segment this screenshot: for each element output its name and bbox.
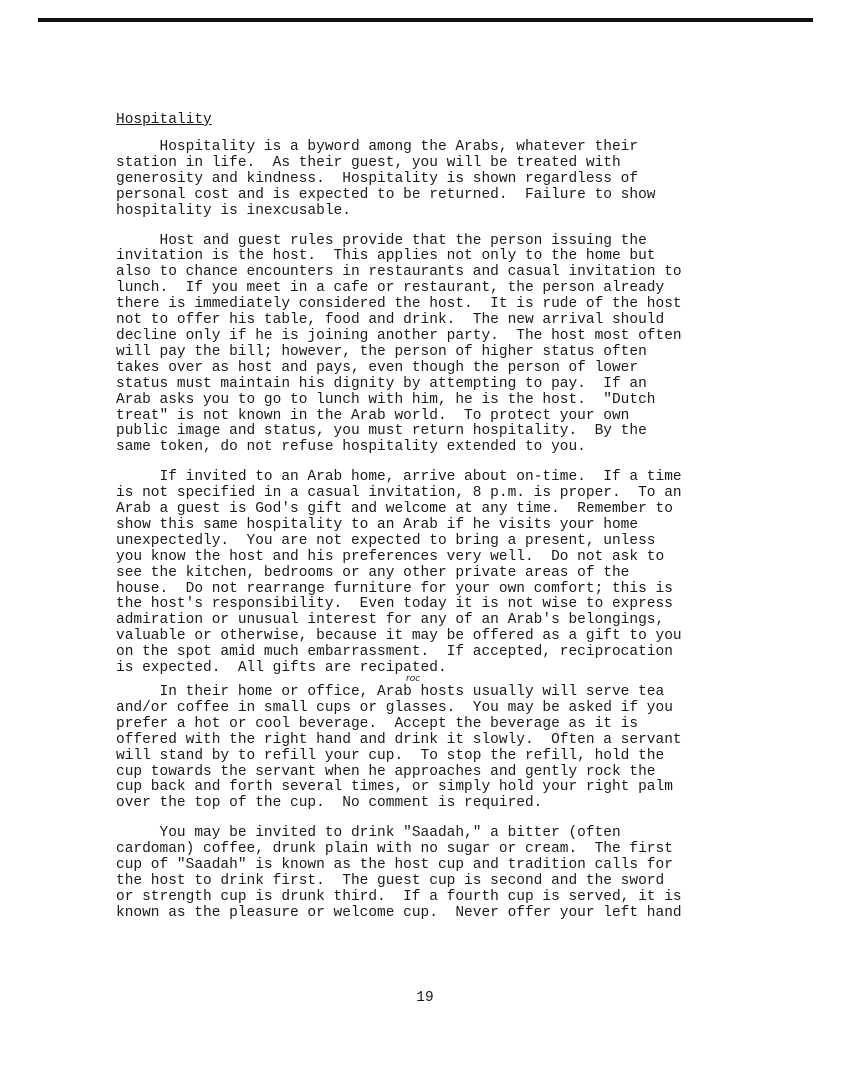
text-line: cup of "Saadah" is known as the host cup and tradition calls for — [116, 857, 673, 874]
text-line: unexpectedly. You are not expected to bring a present, unless — [116, 532, 656, 549]
text-line: Hospitality is a byword among the Arabs, whatever their — [116, 139, 639, 155]
text-line: the host to drink first. The guest cup is second and the sword — [116, 872, 665, 889]
text-line: same token, do not refuse hospitality extended to you. — [116, 439, 586, 456]
text-line: show this same hospitality to an Arab if he visits your home — [116, 516, 639, 533]
section-heading: Hospitality — [116, 112, 212, 128]
text-line: If invited to an Arab home, arrive about on-time. If a time — [116, 469, 682, 486]
text-line: Arab a guest is God's gift and welcome at any time. Remember to — [116, 501, 673, 518]
document-page — [116, 112, 766, 936]
paragraph-1 — [116, 140, 766, 220]
text-line: In their home or office, Arab hosts usually will serve tea — [116, 684, 665, 700]
text-line: generosity and kindness. Hospitality is shown regardless of — [116, 170, 639, 187]
text-line: house. Do not rearrange furniture for your own comfort; this is — [116, 580, 673, 597]
text-line: personal cost and is expected to be returned. Failure to show — [116, 186, 656, 203]
text-line: the host's responsibility. Even today it is not wise to express — [116, 596, 673, 613]
annotated-line-text: is expected. All gifts are recipated. — [116, 660, 447, 677]
text-line: You may be invited to drink "Saadah," a bitter (often — [116, 825, 621, 842]
text-line: on the spot amid much embarrassment. If accepted, reciprocation — [116, 644, 673, 661]
text-line: and/or coffee in small cups or glasses. You may be asked if you — [116, 699, 673, 716]
text-line: treat" is not known in the Arab world. To protect your own — [116, 407, 630, 424]
text-line: prefer a hot or cool beverage. Accept the beverage as it is — [116, 715, 639, 732]
text-line: you know the host and his preferences very well. Do not ask to — [116, 548, 665, 565]
page-number: 19 — [416, 990, 434, 1006]
text-line: over the top of the cup. No comment is required. — [116, 795, 543, 812]
text-line: hospitality is inexcusable. — [116, 202, 351, 219]
text-line: station in life. As their guest, you will be treated with — [116, 154, 621, 171]
top-rule — [38, 18, 813, 22]
text-line: offered with the right hand and drink it slowly. Often a servant — [116, 731, 682, 748]
text-line: Host and guest rules provide that the person issuing the — [116, 232, 647, 249]
text-line: will stand by to refill your cup. To stop the refill, hold the — [116, 747, 665, 764]
text-line: cup towards the servant when he approaches and gently rock the — [116, 763, 656, 780]
text-line: takes over as host and pays, even though the person of lower — [116, 359, 639, 376]
text-line: also to chance encounters in restaurants and casual invitation to — [116, 264, 682, 281]
text-line: known as the pleasure or welcome cup. Never offer your left hand — [116, 904, 682, 921]
text-line: Arab asks you to go to lunch with him, he is the host. "Dutch — [116, 391, 656, 408]
text-line: cup back and forth several times, or simply hold your right palm — [116, 779, 673, 796]
text-line: lunch. If you meet in a cafe or restaurant, the person already — [116, 280, 665, 297]
text-line: not to offer his table, food and drink. The new arrival should — [116, 312, 665, 329]
text-line: cardoman) coffee, drunk plain with no sugar or cream. The first — [116, 841, 673, 858]
text-line: invitation is the host. This applies not only to the home but — [116, 248, 656, 265]
handwritten-annotation: roc — [406, 674, 421, 685]
paragraph-3 — [116, 469, 766, 685]
paragraph-4 — [116, 685, 766, 812]
text-line: or strength cup is drunk third. If a fourth cup is served, it is — [116, 888, 682, 905]
text-line: will pay the bill; however, the person of higher status often — [116, 343, 647, 360]
text-line: decline only if he is joining another party. The host most often — [116, 327, 682, 344]
text-line: valuable or otherwise, because it may be offered as a gift to you — [116, 628, 682, 645]
text-line: status must maintain his dignity by attempting to pay. If an — [116, 375, 647, 392]
text-line: see the kitchen, bedrooms or any other private areas of the — [116, 564, 630, 581]
text-line: admiration or unusual interest for any of an Arab's belongings, — [116, 612, 665, 629]
paragraph-2 — [116, 234, 766, 457]
text-line-annotated — [116, 660, 766, 685]
text-line: there is immediately considered the host. It is rude of the host — [116, 296, 682, 313]
text-line: is not specified in a casual invitation, 8 p.m. is proper. To an — [116, 485, 682, 502]
paragraph-5 — [116, 826, 766, 921]
text-line: public image and status, you must return hospitality. By the — [116, 423, 647, 440]
